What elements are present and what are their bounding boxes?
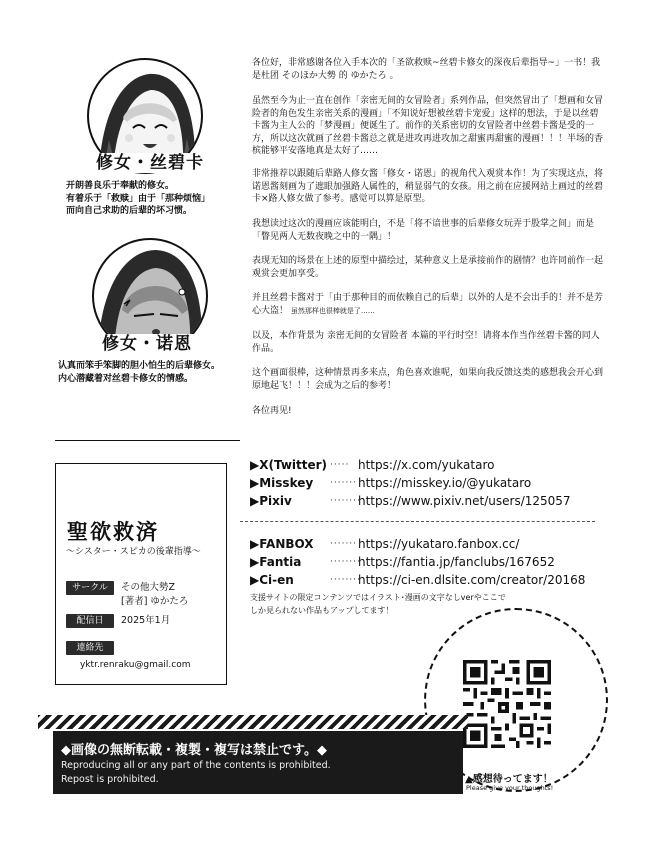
links-divider — [240, 521, 595, 522]
release-date: 2025年1月 — [121, 615, 171, 626]
link-label: ▶Pixiv — [250, 494, 292, 508]
contact-tag: 連絡先 — [66, 641, 114, 655]
link-dots: ····· — [330, 460, 350, 470]
spica-desc-line-2: 有着乐于「救赎」由于「那种烦恼」 — [66, 193, 211, 204]
spica-desc-line-3: 而向自己求助的后辈的坏习惯。 — [66, 206, 193, 216]
noen-desc-line-2: 内心潜藏着对丝碧卡修女的情感。 — [58, 373, 194, 384]
link-url[interactable]: https://fantia.jp/fanclubs/167652 — [358, 555, 555, 569]
spica-desc-line-1: 开朗善良乐于奉献的修女。 — [66, 181, 175, 191]
link-dots: ······· — [330, 539, 358, 549]
release-date-tag: 配信日 — [66, 614, 114, 628]
afterword-paragraph-2: 虽然至今为止一直在创作「亲密无间的女冒险者」系列作品，但突然冒出了「想画和女冒险者的角色发生亲密关系的漫画」「不知说好想被丝碧卡宠爱」这样的想法，于是以丝碧卡酱为主人公的「梦漫画」便诞生了。前作的关系密切的女冒险者中丝碧卡酱是受的一方，所以这次就画了丝碧卡酱总之就是进攻再进攻加之甜蜜再甜蜜的漫画！！！半场的香槟能够平安落地真是太好了…… — [252, 96, 604, 157]
link-label: ▶Ci-en — [250, 573, 294, 587]
copyright-notice-en-2: Repost is prohibited. — [61, 774, 159, 785]
book-title: 聖欲救済 — [67, 520, 159, 544]
afterword-paragraph-7: 以及，本作背景为 亲密无间的女冒险者 本篇的平行时空！请将本作当作丝碧卡酱的同人作品。 — [252, 331, 600, 354]
colophon-box — [55, 463, 227, 685]
link-url[interactable]: https://ci-en.dlsite.com/creator/20168 — [358, 573, 586, 587]
copyright-banner — [53, 731, 463, 794]
circle-name: その他大勢Z — [121, 582, 176, 593]
section-divider — [55, 440, 240, 441]
feedback-english: Please give your thoughts! — [466, 784, 554, 792]
link-label: ▶FANBOX — [250, 537, 314, 551]
link-url[interactable]: https://www.pixiv.net/users/125057 — [358, 494, 571, 508]
noen-description — [58, 360, 220, 385]
copyright-notice-jp: ◆画像の無断転載・複製・複写は禁止です。◆ — [61, 743, 327, 758]
afterword-paragraph-4: 我想读过这次的漫画应该能明白，不是「将不谙世事的后辈修女玩弄于股掌之间」而是「瞥见两人无数夜晚之中的一隅」！ — [252, 219, 595, 242]
feedback-qr-code[interactable] — [463, 660, 551, 748]
feedback-call-to-action: ▲感想待ってます！ — [465, 774, 553, 785]
support-site-note: 支援サイトの限定コンテンツではイラスト･漫画の文字なしverやここでしか見られない作品もアップしてます！ — [250, 593, 506, 615]
afterword-paragraph-8: 这个画面很棒，这种情景再多来点，角色喜欢谁呢，如果向我反馈这类的感想我会开心到原地起飞！！！会成为之后的参考！ — [252, 368, 604, 391]
afterword-paragraph-6-aside: 虽然那样也很棒就是了…… — [290, 306, 375, 315]
afterword-paragraph-6-text: 并且丝碧卡酱对于「由于那种目的而依赖自己的后辈」以外的人是不会出手的！并不是芳心大盗！ — [252, 293, 604, 316]
link-url[interactable]: https://yukataro.fanbox.cc/ — [358, 537, 520, 551]
book-subtitle: 〜シスター・スピカの後輩指導〜 — [66, 547, 201, 557]
link-url[interactable]: https://x.com/yukataro — [358, 458, 495, 472]
author-name: [著者] ゆかたろ — [121, 596, 189, 607]
copyright-notice-en-1: Reproducing all or any part of the contents is prohibited. — [61, 760, 331, 771]
afterword-paragraph-3: 非常推荐以跟随后辈路人修女酱「修女・诺恩」的视角代入观赏本作！为了实现这点，将诺恩酱刻画为了遮眼加强路人属性的，稍显弱气的女孩。用之前在应援网站上画过的丝碧卡×路人修女做了参考。感觉可以算是原型。 — [252, 169, 604, 205]
link-dots: ········ — [330, 575, 361, 585]
contact-email[interactable]: yktr.renraku@gmail.com — [80, 660, 191, 670]
link-label: ▶Misskey — [250, 476, 314, 490]
link-dots: ········ — [330, 557, 361, 567]
afterword-paragraph-6 — [252, 292, 607, 317]
link-url[interactable]: https://misskey.io/@yukataro — [358, 476, 532, 490]
noen-desc-line-1: 认真而笨手笨脚的胆小怕生的后辈修女。 — [58, 361, 221, 371]
hazard-stripe — [38, 715, 468, 729]
spica-name: 修女・丝碧卡 — [92, 153, 208, 173]
link-label: ▶Fantia — [250, 555, 302, 569]
circle-tag: サークル — [66, 581, 114, 595]
link-dots: ········ — [330, 496, 361, 506]
afterword-paragraph-9: 各位再见! — [252, 406, 292, 416]
afterword-paragraph-5: 表现无知的场景在上述的原型中描绘过，某种意义上是承接前作的剧情？也许同前作一起观赏会更加享受。 — [252, 256, 604, 279]
noen-name: 修女・诺恩 — [98, 334, 196, 354]
link-dots: ······· — [330, 478, 358, 488]
afterword-paragraph-1: 各位好，非常感谢各位入手本次的「圣欲救赎~丝碧卡修女的深夜后辈指导~」一书！我是杜团 そのほか大勢 的 ゆかたろ 。 — [252, 58, 601, 81]
link-label: ▶X(Twitter) — [250, 458, 328, 472]
spica-description — [66, 180, 210, 218]
